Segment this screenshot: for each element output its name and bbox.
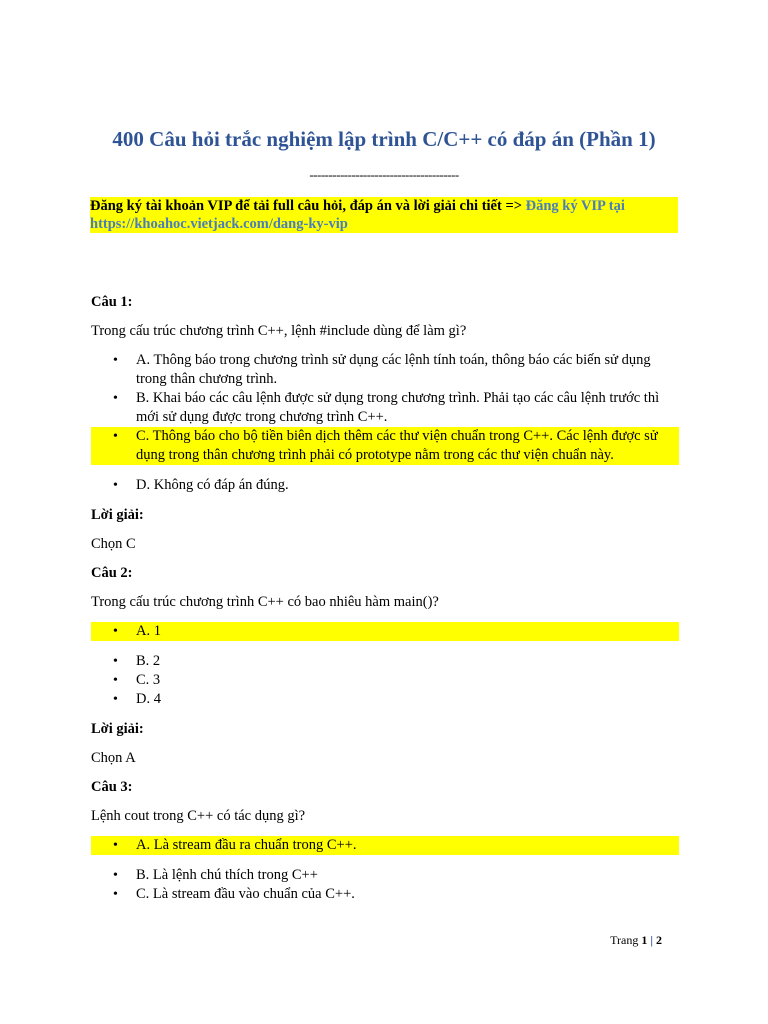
option-item: • D. Không có đáp án đúng.	[91, 476, 679, 495]
solution-text: Chọn A	[91, 750, 136, 766]
footer-total-pages: 2	[656, 933, 662, 947]
option-item: • D. 4	[91, 690, 679, 709]
option-item: • C. 3	[91, 671, 679, 690]
question-text: Trong cấu trúc chương trình C++, lệnh #include dùng để làm gì?	[91, 323, 467, 339]
page-title: 400 Câu hỏi trắc nghiệm lập trình C/C++ có đáp án (Phần 1)	[112, 127, 656, 151]
vip-banner-text: Đăng ký tài khoản VIP để tải full câu hỏi, đáp án và lời giải chi tiết =>	[90, 198, 522, 214]
vip-banner	[90, 197, 678, 233]
option-item: • C. Là stream đầu vào chuẩn của C++.	[91, 885, 679, 904]
solution-text: Chọn C	[91, 536, 136, 552]
option-item: • B. Là lệnh chú thích trong C++	[91, 866, 679, 885]
question-label: Câu 3:	[91, 779, 133, 795]
page-number-footer	[600, 932, 662, 948]
option-list	[91, 836, 679, 904]
option-item: • B. Khai báo các câu lệnh được sử dụng trong chương trình. Phải tạo các câu lệnh trước thì mới sử dụng được trong chương trình C++.	[91, 389, 679, 427]
vip-register-link[interactable]: Đăng ký VIP tại https://khoahoc.vietjack.com/dang-ky-vip	[90, 198, 625, 232]
option-item: • B. 2	[91, 652, 679, 671]
solution-label: Lời giải:	[91, 721, 144, 737]
footer-prefix: Trang	[610, 933, 639, 947]
solution-label: Lời giải:	[91, 507, 144, 523]
option-list	[91, 351, 679, 495]
option-list	[91, 622, 679, 709]
option-item-correct: • A. Là stream đầu ra chuẩn trong C++.	[91, 836, 679, 855]
question-text: Lệnh cout trong C++ có tác dụng gì?	[91, 808, 306, 824]
option-item-correct: • C. Thông báo cho bộ tiền biên dịch thêm các thư viện chuẩn trong C++. Các lệnh được sử dụng trong thân chương trình phải có prototype nằm trong các thư viện chuẩn này.	[91, 427, 679, 465]
document-body	[91, 293, 679, 915]
option-item: • A. Thông báo trong chương trình sử dụng các lệnh tính toán, thông báo các biến sử dụng trong thân chương trình.	[91, 351, 679, 389]
footer-current-page: 1	[641, 933, 648, 947]
divider: ---------------------------------------	[309, 167, 459, 182]
footer-separator: |	[650, 933, 653, 947]
question-label: Câu 2:	[91, 565, 133, 581]
option-item-correct: • A. 1	[91, 622, 679, 641]
question-text: Trong cấu trúc chương trình C++ có bao nhiêu hàm main()?	[91, 594, 439, 610]
question-label: Câu 1:	[91, 294, 133, 310]
